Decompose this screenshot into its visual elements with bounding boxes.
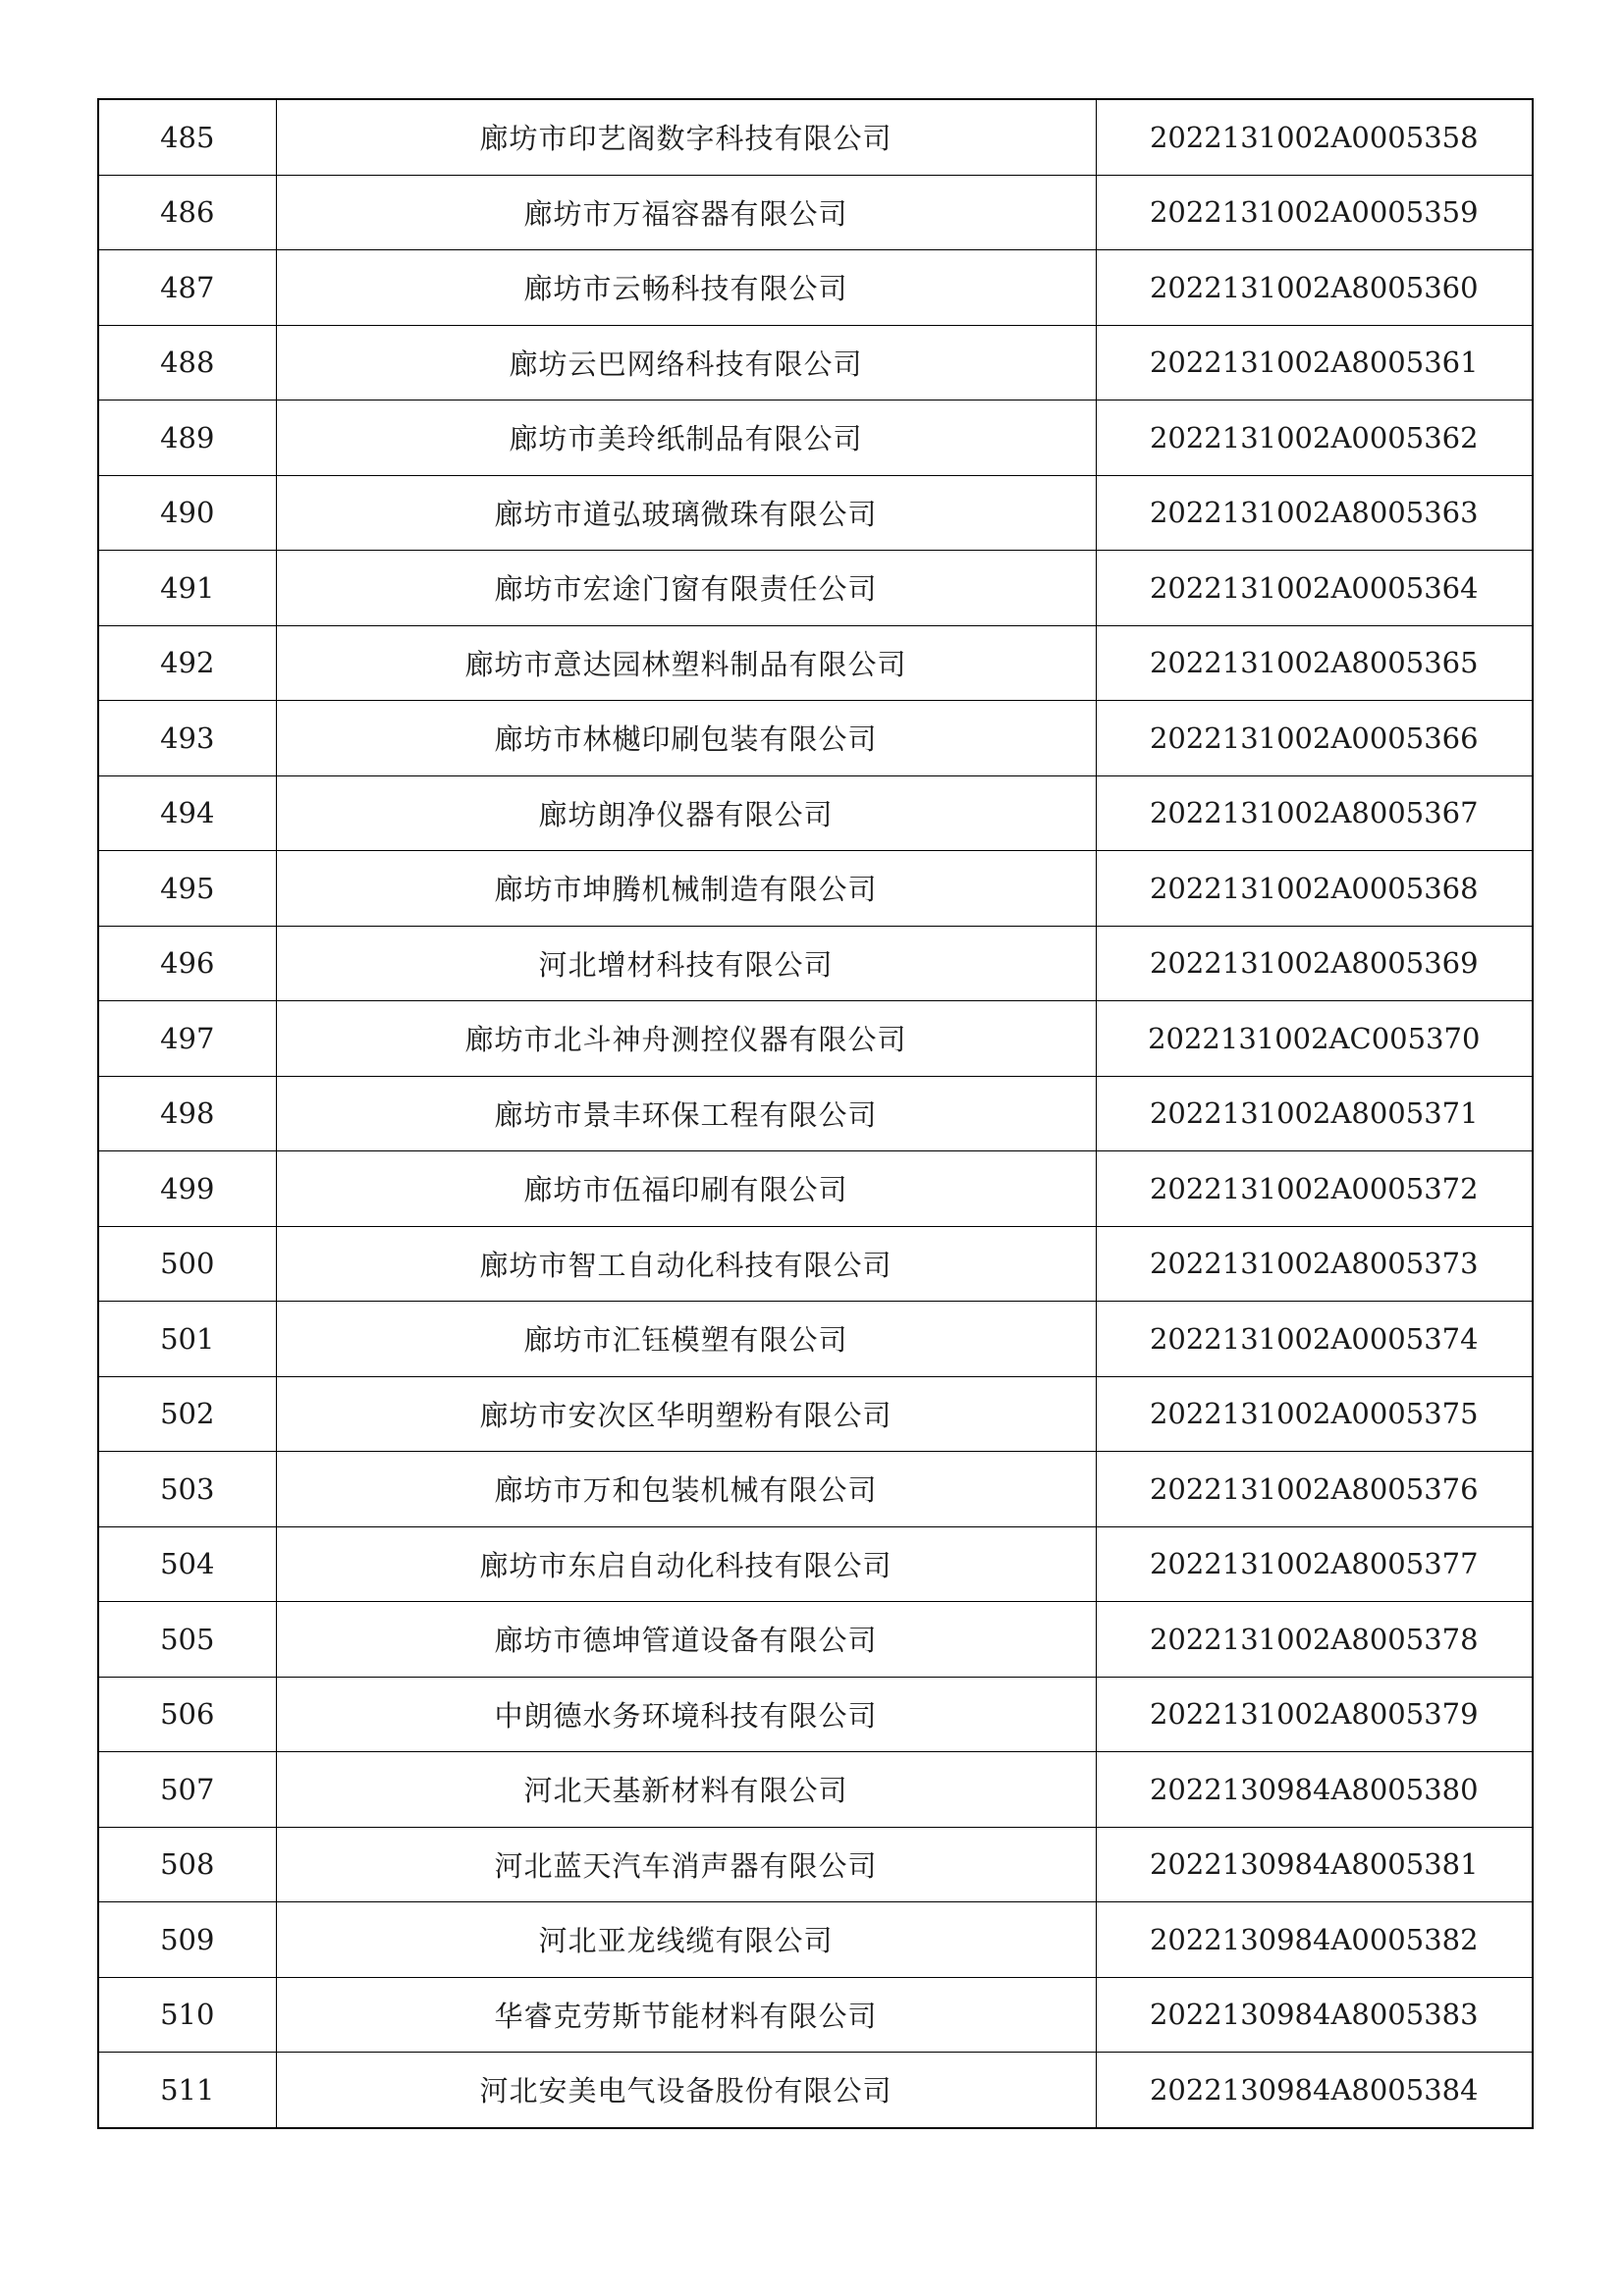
row-number-cell: 509 (98, 1902, 276, 1978)
registration-code-cell: 2022131002A8005377 (1096, 1526, 1533, 1602)
table-row (98, 1602, 1533, 1678)
registration-code-cell: 2022131002A8005379 (1096, 1677, 1533, 1752)
company-name-cell: 河北增材科技有限公司 (276, 926, 1096, 1001)
row-number-cell: 487 (98, 250, 276, 326)
table-row (98, 625, 1533, 701)
row-number-cell: 494 (98, 775, 276, 851)
registration-code-cell: 2022131002A8005369 (1096, 926, 1533, 1001)
registration-code-cell: 2022131002A8005376 (1096, 1452, 1533, 1527)
table-row (98, 1226, 1533, 1302)
table-row (98, 1452, 1533, 1527)
registration-code-cell: 2022131002A0005359 (1096, 175, 1533, 250)
company-name-cell: 中朗德水务环境科技有限公司 (276, 1677, 1096, 1752)
company-registry-table (97, 98, 1534, 2129)
registration-code-cell: 2022130984A8005381 (1096, 1827, 1533, 1902)
row-number-cell: 497 (98, 1001, 276, 1077)
registration-code-cell: 2022131002A8005363 (1096, 475, 1533, 551)
row-number-cell: 490 (98, 475, 276, 551)
table-row (98, 1076, 1533, 1151)
table-row (98, 475, 1533, 551)
registration-code-cell: 2022131002A0005364 (1096, 551, 1533, 626)
company-name-cell: 廊坊市道弘玻璃微珠有限公司 (276, 475, 1096, 551)
registration-code-cell: 2022131002A8005371 (1096, 1076, 1533, 1151)
company-name-cell: 廊坊市安次区华明塑粉有限公司 (276, 1376, 1096, 1452)
row-number-cell: 495 (98, 851, 276, 927)
row-number-cell: 507 (98, 1752, 276, 1828)
registration-code-cell: 2022131002A8005360 (1096, 250, 1533, 326)
company-name-cell: 廊坊云巴网络科技有限公司 (276, 325, 1096, 400)
company-name-cell: 廊坊市美玲纸制品有限公司 (276, 400, 1096, 476)
row-number-cell: 496 (98, 926, 276, 1001)
registration-code-cell: 2022131002A0005375 (1096, 1376, 1533, 1452)
table-row (98, 1827, 1533, 1902)
row-number-cell: 499 (98, 1151, 276, 1227)
table-row (98, 1526, 1533, 1602)
row-number-cell: 485 (98, 99, 276, 175)
row-number-cell: 486 (98, 175, 276, 250)
company-name-cell: 廊坊市云畅科技有限公司 (276, 250, 1096, 326)
registration-code-cell: 2022131002A8005378 (1096, 1602, 1533, 1678)
table-row (98, 926, 1533, 1001)
table-row (98, 701, 1533, 776)
table-row (98, 99, 1533, 175)
company-name-cell: 河北蓝天汽车消声器有限公司 (276, 1827, 1096, 1902)
registration-code-cell: 2022131002AC005370 (1096, 1001, 1533, 1077)
table-row (98, 1001, 1533, 1077)
company-name-cell: 河北安美电气设备股份有限公司 (276, 2053, 1096, 2128)
row-number-cell: 501 (98, 1302, 276, 1377)
registration-code-cell: 2022131002A8005367 (1096, 775, 1533, 851)
table-row (98, 851, 1533, 927)
company-name-cell: 廊坊市汇钰模塑有限公司 (276, 1302, 1096, 1377)
table-row (98, 551, 1533, 626)
row-number-cell: 505 (98, 1602, 276, 1678)
row-number-cell: 508 (98, 1827, 276, 1902)
row-number-cell: 492 (98, 625, 276, 701)
company-name-cell: 河北天基新材料有限公司 (276, 1752, 1096, 1828)
company-name-cell: 廊坊市万福容器有限公司 (276, 175, 1096, 250)
registration-code-cell: 2022131002A0005366 (1096, 701, 1533, 776)
table-row (98, 1151, 1533, 1227)
company-name-cell: 廊坊市坤腾机械制造有限公司 (276, 851, 1096, 927)
company-name-cell: 河北亚龙线缆有限公司 (276, 1902, 1096, 1978)
registration-code-cell: 2022130984A8005384 (1096, 2053, 1533, 2128)
row-number-cell: 493 (98, 701, 276, 776)
company-name-cell: 华睿克劳斯节能材料有限公司 (276, 1977, 1096, 2053)
registration-code-cell: 2022131002A8005361 (1096, 325, 1533, 400)
company-name-cell: 廊坊市北斗神舟测控仪器有限公司 (276, 1001, 1096, 1077)
table-row (98, 325, 1533, 400)
registration-code-cell: 2022131002A0005372 (1096, 1151, 1533, 1227)
table-row (98, 175, 1533, 250)
registration-code-cell: 2022131002A0005368 (1096, 851, 1533, 927)
company-name-cell: 廊坊市意达园林塑料制品有限公司 (276, 625, 1096, 701)
row-number-cell: 498 (98, 1076, 276, 1151)
company-name-cell: 廊坊市林樾印刷包装有限公司 (276, 701, 1096, 776)
table-row (98, 2053, 1533, 2128)
row-number-cell: 500 (98, 1226, 276, 1302)
row-number-cell: 503 (98, 1452, 276, 1527)
company-name-cell: 廊坊朗净仪器有限公司 (276, 775, 1096, 851)
table-row (98, 1376, 1533, 1452)
table-row (98, 1677, 1533, 1752)
table-row (98, 775, 1533, 851)
company-name-cell: 廊坊市智工自动化科技有限公司 (276, 1226, 1096, 1302)
registration-code-cell: 2022131002A0005374 (1096, 1302, 1533, 1377)
company-name-cell: 廊坊市印艺阁数字科技有限公司 (276, 99, 1096, 175)
registry-table-body (98, 99, 1533, 2128)
company-name-cell: 廊坊市伍福印刷有限公司 (276, 1151, 1096, 1227)
registration-code-cell: 2022130984A8005380 (1096, 1752, 1533, 1828)
registration-code-cell: 2022130984A0005382 (1096, 1902, 1533, 1978)
table-row (98, 400, 1533, 476)
row-number-cell: 506 (98, 1677, 276, 1752)
company-name-cell: 廊坊市德坤管道设备有限公司 (276, 1602, 1096, 1678)
row-number-cell: 510 (98, 1977, 276, 2053)
registration-code-cell: 2022131002A8005365 (1096, 625, 1533, 701)
table-row (98, 250, 1533, 326)
row-number-cell: 488 (98, 325, 276, 400)
table-row (98, 1302, 1533, 1377)
row-number-cell: 502 (98, 1376, 276, 1452)
table-row (98, 1977, 1533, 2053)
company-name-cell: 廊坊市万和包装机械有限公司 (276, 1452, 1096, 1527)
row-number-cell: 489 (98, 400, 276, 476)
table-row (98, 1902, 1533, 1978)
registration-code-cell: 2022131002A0005362 (1096, 400, 1533, 476)
registration-code-cell: 2022131002A0005358 (1096, 99, 1533, 175)
registration-code-cell: 2022131002A8005373 (1096, 1226, 1533, 1302)
row-number-cell: 491 (98, 551, 276, 626)
company-name-cell: 廊坊市东启自动化科技有限公司 (276, 1526, 1096, 1602)
registration-code-cell: 2022130984A8005383 (1096, 1977, 1533, 2053)
company-name-cell: 廊坊市宏途门窗有限责任公司 (276, 551, 1096, 626)
table-row (98, 1752, 1533, 1828)
row-number-cell: 511 (98, 2053, 276, 2128)
company-name-cell: 廊坊市景丰环保工程有限公司 (276, 1076, 1096, 1151)
row-number-cell: 504 (98, 1526, 276, 1602)
